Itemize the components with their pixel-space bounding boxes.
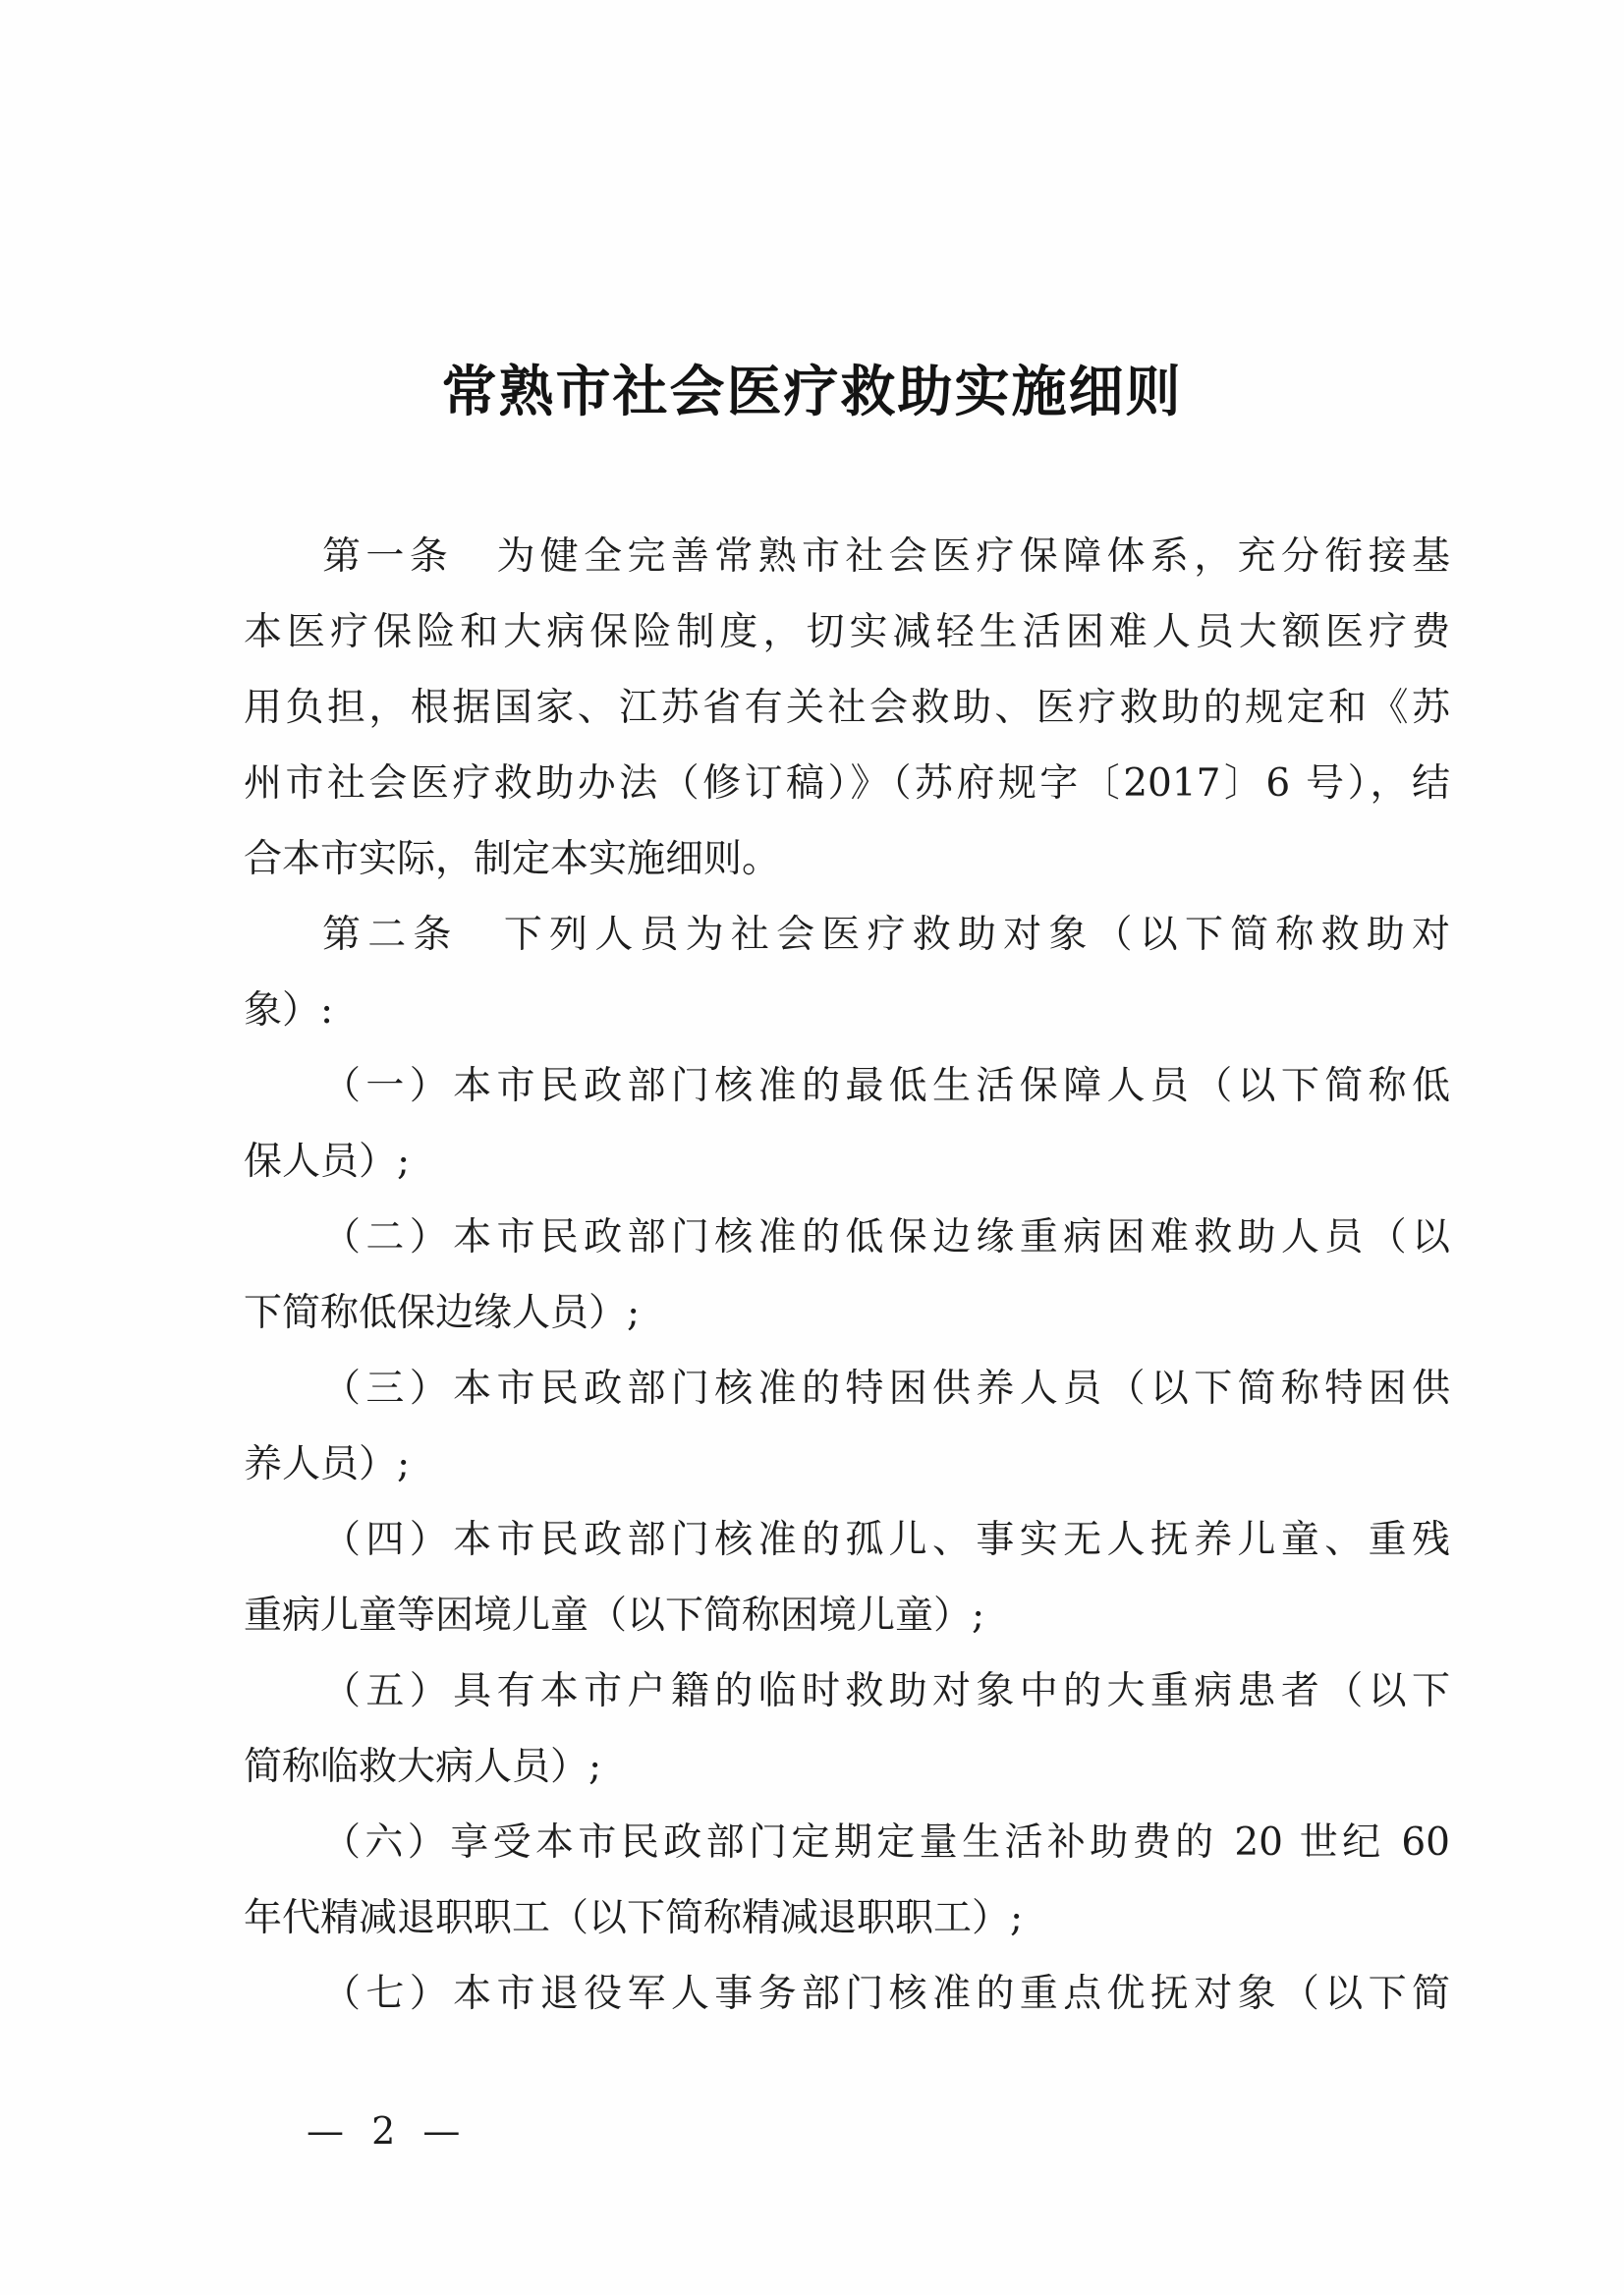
list-item-line: 重病儿童等困境儿童（以下简称困境儿童）; [244, 1594, 985, 1638]
paragraph-line: 用负担，根据国家、江苏省有关社会救助、医疗救助的规定和《苏 [244, 686, 1450, 730]
list-item-line: 简称临救大病人员）; [244, 1745, 602, 1789]
paragraph-line: 第二条 下列人员为社会医疗救助对象（以下简称救助对 [322, 913, 1450, 957]
paragraph-line: 第一条 为健全完善常熟市社会医疗保障体系，充分衔接基 [322, 534, 1450, 579]
page-number: — 2 — [307, 2109, 469, 2153]
document-title: 常熟市社会医疗救助实施细则 [441, 361, 1183, 424]
document-body [244, 519, 1450, 2032]
paragraph-line: 合本市实际，制定本实施细则。 [244, 837, 781, 881]
list-item-line: （四）本市民政部门核准的孤儿、事实无人抚养儿童、重残 [322, 1518, 1450, 1562]
list-item-line: （三）本市民政部门核准的特困供养人员（以下简称特困供 [322, 1367, 1450, 1411]
list-item-line: （二）本市民政部门核准的低保边缘重病困难救助人员（以 [322, 1215, 1450, 1259]
paragraph-line: 州市社会医疗救助办法（修订稿）》（苏府规字〔2017〕6 号），结 [244, 761, 1450, 806]
list-item-line: （六）享受本市民政部门定期定量生活补助费的 20 世纪 60 [322, 1820, 1450, 1865]
list-item-line: 保人员）; [244, 1140, 411, 1184]
list-item-line: （七）本市退役军人事务部门核准的重点优抚对象（以下简 [322, 1972, 1450, 2016]
paragraph-line: 本医疗保险和大病保险制度，切实减轻生活困难人员大额医疗费 [244, 610, 1450, 654]
paragraph-line: 象）: [244, 988, 334, 1033]
list-item-line: （一）本市民政部门核准的最低生活保障人员（以下简称低 [322, 1064, 1450, 1108]
list-item-line: 年代精减退职职工（以下简称精减退职职工）; [244, 1896, 1024, 1940]
list-item-line: （五）具有本市户籍的临时救助对象中的大重病患者（以下 [322, 1669, 1450, 1713]
list-item-line: 下简称低保边缘人员）; [244, 1291, 641, 1335]
list-item-line: 养人员）; [244, 1442, 411, 1486]
